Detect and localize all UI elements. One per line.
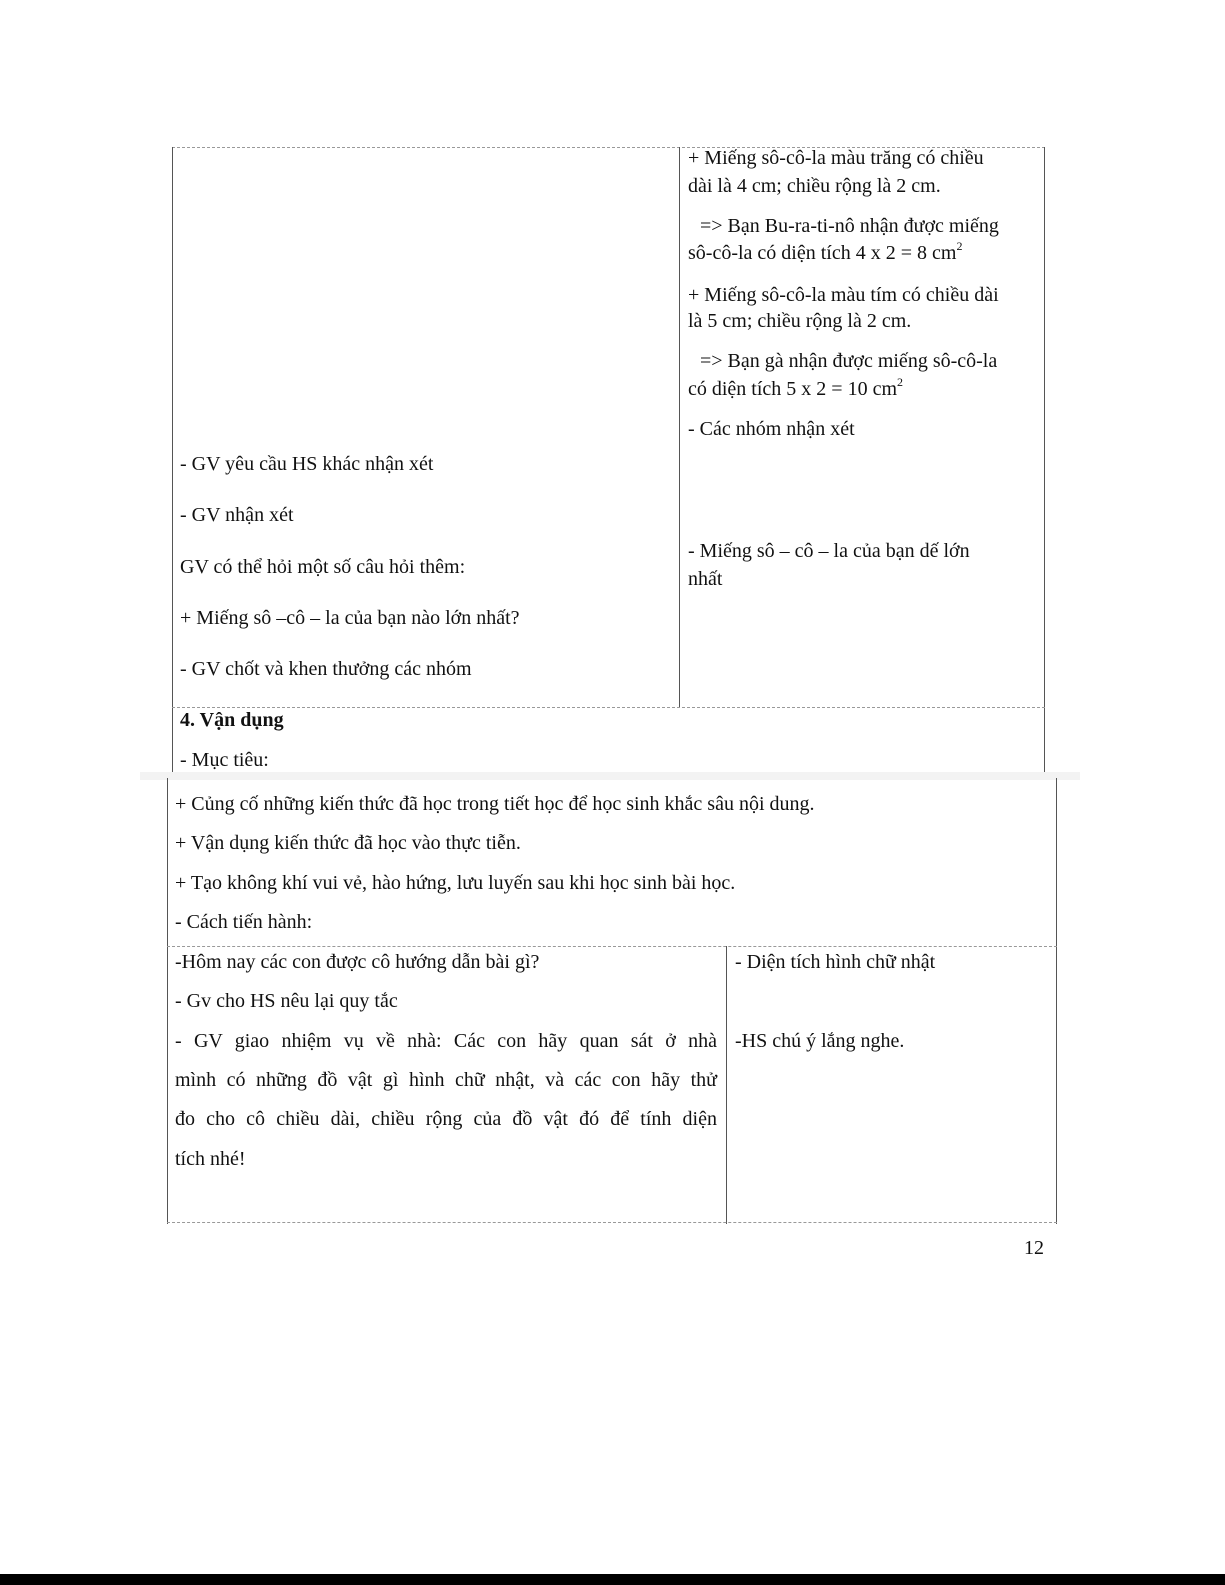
formula-text: sô-cô-la có diện tích 4 x 2 = 8 cm (688, 242, 957, 264)
text-line: => Bạn gà nhận được miếng sô-cô-la (700, 350, 998, 372)
row-divider (172, 707, 1045, 708)
text-line: + Miếng sô –cô – la của bạn nào lớn nhất? (180, 607, 520, 629)
text-line: + Miếng sô-cô-la màu trăng có chiều (688, 147, 984, 169)
superscript: 2 (956, 239, 963, 254)
procedure-label: - Cách tiến hành: (175, 911, 313, 933)
text-line: nhất (688, 568, 723, 590)
section-number: 4 (180, 709, 190, 731)
page-number: 12 (1024, 1237, 1044, 1259)
table-right-border (1056, 778, 1057, 1224)
text-line: mình có những đồ vật gì hình chữ nhật, và các con hãy thử (175, 1069, 717, 1091)
table-right-border (1044, 147, 1045, 772)
page-break (140, 772, 1080, 780)
column-divider (726, 946, 727, 1224)
text-line: - Các nhóm nhận xét (688, 418, 855, 440)
bottom-edge-bar (0, 1574, 1225, 1585)
section-title: . Vận dụng (190, 709, 284, 731)
text-line: tích nhé! (175, 1148, 246, 1170)
row-divider (167, 946, 1057, 947)
text-line: GV có thể hỏi một số câu hỏi thêm: (180, 556, 466, 578)
section-heading (180, 708, 284, 732)
objective-label: - Mục tiêu: (180, 749, 269, 771)
text-line: dài là 4 cm; chiều rộng là 2 cm. (688, 175, 941, 197)
text-line: - GV nhận xét (180, 504, 294, 526)
goal-line: + Tạo không khí vui vẻ, hào hứng, lưu luyến sau khi học sinh bài học. (175, 872, 736, 894)
table-bottom-border (167, 1222, 1057, 1223)
text-line: đo cho cô chiều dài, chiều rộng của đồ vật đó để tính diện (175, 1108, 717, 1130)
text-line: - GV yêu cầu HS khác nhận xét (180, 453, 434, 475)
text-line: - Miếng sô – cô – la của bạn dế lớn (688, 540, 970, 562)
column-divider (679, 147, 680, 707)
table-left-border (172, 147, 173, 772)
table-left-border (167, 778, 168, 1224)
superscript: 2 (897, 375, 904, 390)
text-line (688, 377, 903, 401)
text-line: -HS chú ý lắng nghe. (735, 1030, 905, 1052)
goal-line: + Củng cố những kiến thức đã học trong tiết học để học sinh khắc sâu nội dung. (175, 793, 815, 815)
text-line: là 5 cm; chiều rộng là 2 cm. (688, 310, 912, 332)
text-line: - GV giao nhiệm vụ về nhà: Các con hãy quan sát ở nhà (175, 1030, 717, 1052)
text-line: - Gv cho HS nêu lại quy tắc (175, 990, 398, 1012)
formula-text: có diện tích 5 x 2 = 10 cm (688, 378, 898, 400)
text-line: - GV chốt và khen thưởng các nhóm (180, 658, 472, 680)
text-line (688, 241, 962, 265)
text-line: + Miếng sô-cô-la màu tím có chiều dài (688, 284, 999, 306)
goal-line: + Vận dụng kiến thức đã học vào thực tiễn. (175, 832, 521, 854)
text-line: => Bạn Bu-ra-ti-nô nhận được miếng (700, 215, 999, 237)
text-line: -Hôm nay các con được cô hướng dẫn bài gì? (175, 951, 540, 973)
text-line: - Diện tích hình chữ nhật (735, 951, 936, 973)
